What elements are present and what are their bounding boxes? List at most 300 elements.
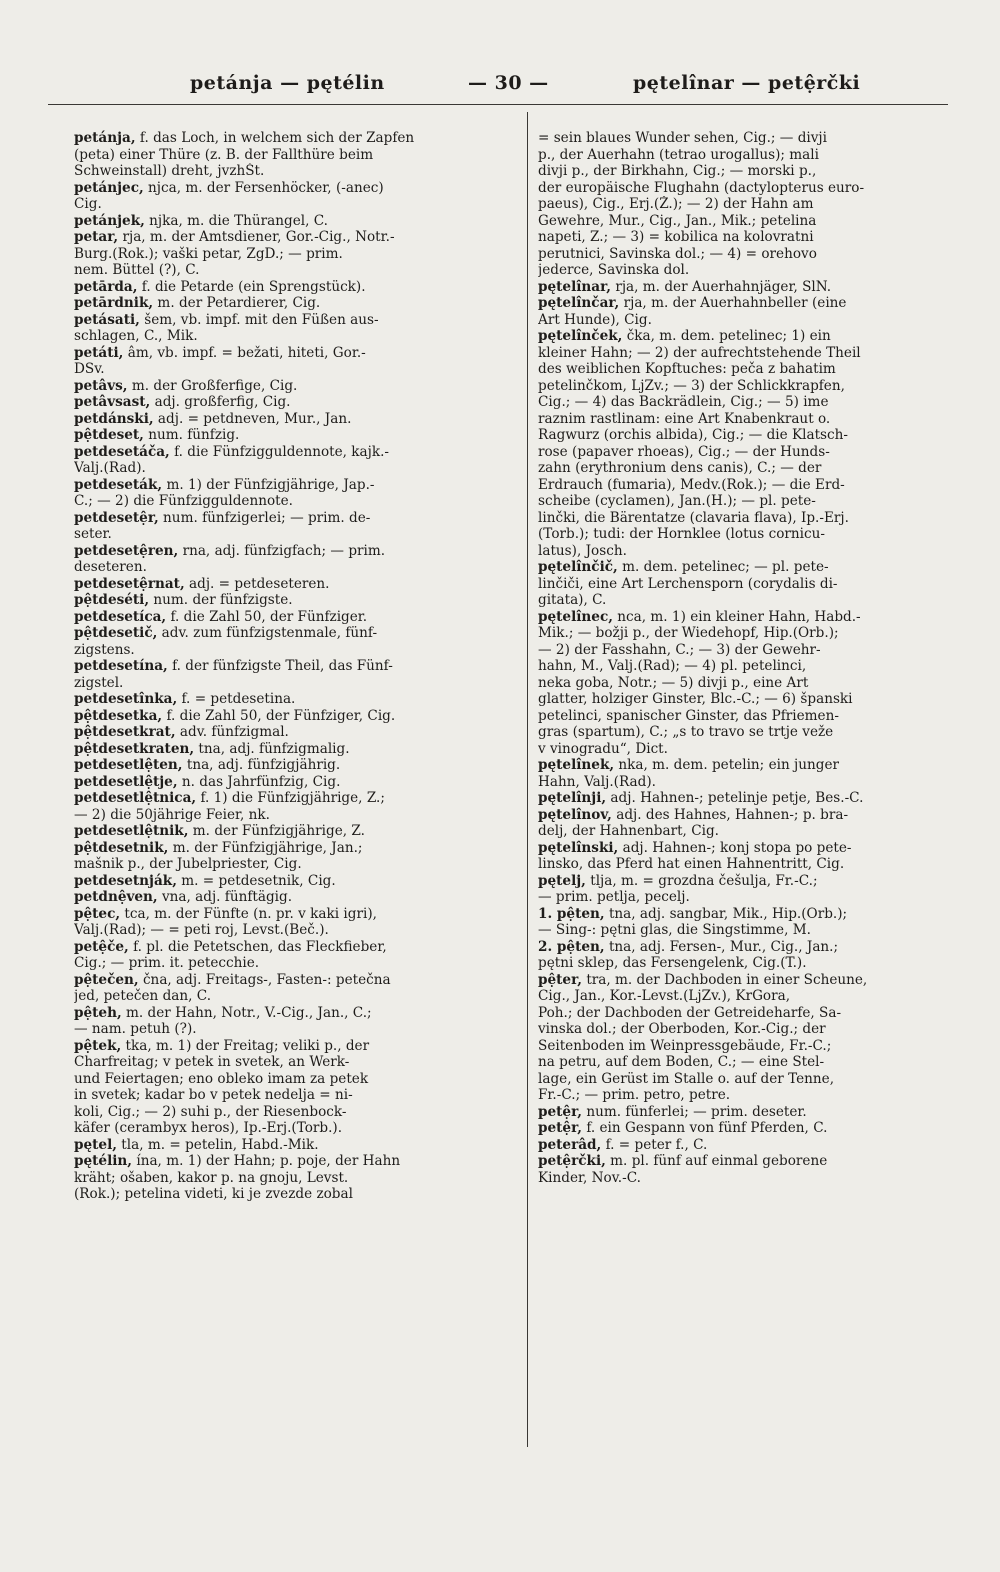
entry-line: [74, 444, 514, 461]
entry-text: nka, m. dem. petelin; ein junger: [614, 757, 840, 773]
entry-line: [538, 477, 958, 494]
entry-line: [74, 493, 514, 510]
entry-line: [74, 378, 514, 395]
entry-text: adv. fünfzigmal.: [175, 724, 289, 740]
entry-line: [538, 642, 958, 659]
entry-line: [74, 213, 514, 230]
entry-text: latus), Josch.: [538, 542, 627, 559]
entry-line: [74, 1170, 514, 1187]
entry-line: [538, 510, 958, 527]
entry-text: na petru, auf dem Boden, C.; — eine Stel-: [538, 1054, 825, 1070]
entry-line: [538, 1071, 958, 1088]
entry-text: adj. Hahnen-; petelinje petje, Bes.-C.: [606, 790, 864, 806]
entry-text: schlagen, C., Mik.: [74, 328, 198, 344]
entry-line: [74, 1021, 514, 1038]
entry-line: [538, 345, 958, 362]
entry-line: [74, 840, 514, 857]
headword: petâvsast,: [74, 394, 151, 410]
entry-line: [538, 1038, 958, 1055]
entry-text: Ragwurz (orchis albida), Cig.; — die Klatsch-: [538, 427, 848, 443]
headword: petdánski,: [74, 410, 154, 427]
entry-line: [74, 526, 514, 543]
entry-line: [74, 543, 514, 560]
entry-text: adj. Hahnen-; konj stopa po pete-: [618, 839, 852, 856]
entry-text: tlja, m. = grozdna češulja, Fr.-C.;: [585, 872, 818, 889]
entry-text: Cig.; — prim. it. petecchie.: [74, 955, 260, 971]
entry-text: gitata), C.: [538, 592, 607, 608]
entry-line: [74, 295, 514, 312]
entry-line: [538, 543, 958, 560]
entry-text: nem. Büttel (?), C.: [74, 262, 200, 278]
entry-text: napeti, Z.; — 3) = kobilica na kolovratni: [538, 229, 814, 245]
entry-text: Schweinstall) dreht, jvzhŠt.: [74, 163, 265, 179]
entry-text: rja, m. der Auerhahnbeller (eine: [619, 295, 847, 311]
entry-line: [74, 856, 514, 873]
headword: pệtdesetič,: [74, 625, 158, 641]
entry-text: čna, adj. Freitags-, Fasten-: petečna: [138, 971, 391, 988]
headword: petdesetînka,: [74, 691, 178, 707]
headword: petdesetína,: [74, 658, 168, 674]
entry-text: tca, m. der Fünfte (n. pr. v kaki igri),: [120, 905, 377, 922]
entry-text: adv. zum fünfzigstenmale, fünf-: [157, 625, 378, 641]
entry-text: f. 1) die Fünfzigjährige, Z.;: [196, 790, 385, 806]
entry-text: neka goba, Notr.; — 5) divji p., eine Art: [538, 674, 809, 691]
entry-line: [538, 955, 958, 972]
entry-line: [538, 460, 958, 477]
entry-text: jederce, Savinska dol.: [538, 262, 690, 278]
entry-text: tna, adj. sangbar, Mik., Hip.(Orb.);: [604, 905, 848, 922]
headword: pętelînčar,: [538, 295, 620, 311]
entry-line: [74, 180, 514, 197]
header-rule: [48, 104, 948, 105]
entry-line: [538, 724, 958, 741]
entry-text: adj. großferfig, Cig.: [150, 394, 291, 410]
entry-line: [538, 625, 958, 642]
entry-text: m. der Petardierer, Cig.: [153, 295, 321, 311]
entry-line: [538, 988, 958, 1005]
entry-line: [74, 394, 514, 411]
entry-line: [74, 625, 514, 642]
entry-line: [74, 196, 514, 213]
entry-line: [538, 592, 958, 609]
entry-text: kleiner Hahn; — 2) der aufrechtstehende Theil: [538, 344, 861, 361]
headword: pệtdeséti,: [74, 592, 150, 608]
entry-text: njca, m. der Fersenhöcker, (-anec): [143, 179, 384, 196]
headword: 1. pệten,: [538, 905, 605, 922]
entry-line: [74, 741, 514, 758]
headword: pệtdesetkrat,: [74, 724, 176, 740]
headword: petáti,: [74, 344, 124, 361]
entry-text: Poh.; der Dachboden der Getreideharfe, Sa-: [538, 1004, 842, 1021]
entry-line: [74, 790, 514, 807]
entry-text: petelinci, spanischer Ginster, das Pfriemen-: [538, 707, 839, 724]
entry-line: [74, 163, 514, 180]
entry-text: num. fünferlei; — prim. deseter.: [582, 1103, 807, 1120]
entry-line: [74, 460, 514, 477]
headword: pętelînov,: [538, 806, 612, 823]
entry-text: f. die Petarde (ein Sprengstück).: [137, 278, 366, 295]
entry-line: [538, 1021, 958, 1038]
entry-line: [538, 675, 958, 692]
entry-text: Valj.(Rad).: [74, 460, 146, 476]
headword: petdesetệr,: [74, 509, 159, 526]
headword: petdesetnják,: [74, 872, 177, 889]
headword: pệtečen,: [74, 971, 139, 988]
entry-text: hahn, M., Valj.(Rad); — 4) pl. petelinci,: [538, 658, 807, 674]
entry-line: [538, 493, 958, 510]
headword: pệtec,: [74, 905, 121, 922]
entry-text: tla, m. = petelin, Habd.-Mik.: [116, 1136, 319, 1153]
entry-line: [538, 708, 958, 725]
entry-text: f. die Fünfzigguldennote, kajk.-: [169, 443, 390, 460]
entry-text: m. dem. petelinec; — pl. pete-: [617, 559, 829, 575]
entry-line: [538, 559, 958, 576]
left-column: [74, 130, 514, 1203]
entry-text: Gewehre, Mur., Cig., Jan., Mik.; petelina: [538, 212, 817, 229]
entry-line: [538, 427, 958, 444]
headword: pętelj,: [538, 872, 586, 889]
entry-line: [538, 1104, 958, 1121]
headword: petdesetệren,: [74, 542, 179, 559]
headword: petdeseták,: [74, 476, 163, 493]
entry-line: [74, 988, 514, 1005]
entry-line: [74, 889, 514, 906]
entry-text: rose (papaver rhoeas), Cig.; — der Hunds-: [538, 443, 830, 460]
entry-line: [74, 1071, 514, 1088]
entry-line: [538, 1153, 958, 1170]
entry-line: [538, 856, 958, 873]
entry-text: Cig.; — 4) das Backrädlein, Cig.; — 5) ime: [538, 394, 829, 410]
entry-line: [74, 576, 514, 593]
entry-text: m. der Fünfzigjährige, Z.: [188, 823, 365, 839]
entry-line: [74, 873, 514, 890]
entry-text: m. der Fünfzigjährige, Jan.;: [168, 839, 363, 856]
headword: pętelînček,: [538, 328, 623, 344]
entry-line: [538, 1054, 958, 1071]
entry-text: scheibe (cyclamen), Jan.(H.); — pl. pete-: [538, 493, 816, 509]
entry-text: divji p., der Birkhahn, Cig.; — morski p.,: [538, 163, 817, 179]
entry-text: nca, m. 1) ein kleiner Hahn, Habd.-: [612, 608, 861, 625]
entry-line: [538, 378, 958, 395]
entry-text: glatter, holziger Ginster, Blc.-C.; — 6) španski: [538, 691, 853, 707]
entry-line: [74, 130, 514, 147]
entry-line: [538, 196, 958, 213]
entry-line: [538, 823, 958, 840]
entry-line: [74, 279, 514, 296]
headword: petệr,: [538, 1120, 582, 1136]
entry-text: lage, ein Gerüst im Stalle o. auf der Tenne,: [538, 1070, 835, 1087]
entry-text: — nam. petuh (?).: [74, 1021, 197, 1037]
entry-line: [538, 180, 958, 197]
entry-line: [538, 840, 958, 857]
entry-line: [538, 312, 958, 329]
entry-line: [538, 262, 958, 279]
entry-text: petelinčkom, LjZv.; — 3) der Schlickkrapfen,: [538, 377, 845, 394]
headword: pętelînek,: [538, 757, 615, 773]
entry-text: Erdrauch (fumaria), Medv.(Rok.); — die Erd-: [538, 476, 845, 493]
entry-line: [74, 972, 514, 989]
headword: pệteh,: [74, 1004, 122, 1021]
entry-line: [74, 312, 514, 329]
entry-text: čka, m. dem. petelinec; 1) ein: [622, 328, 831, 344]
entry-text: rna, adj. fünfzigfach; — prim.: [178, 542, 386, 559]
entry-text: des weiblichen Kopftuches: peča z bahatim: [538, 361, 836, 377]
entry-text: käfer (cerambyx heros), Ip.-Erj.(Torb.).: [74, 1120, 343, 1136]
entry-line: [538, 1120, 958, 1137]
entry-line: [538, 939, 958, 956]
headword: pętelînar,: [538, 278, 612, 295]
entry-line: [538, 609, 958, 626]
entry-line: [538, 757, 958, 774]
entry-text: num. der fünfzigste.: [149, 592, 293, 608]
headword: petar,: [74, 229, 119, 245]
entry-line: [74, 477, 514, 494]
headword: pệtdeset,: [74, 427, 144, 443]
headword: peterâd,: [538, 1136, 602, 1153]
entry-text: tna, adj. fünfzigjährig.: [182, 757, 341, 773]
entry-line: [74, 262, 514, 279]
entry-text: Hahn, Valj.(Rad).: [538, 773, 656, 790]
entry-text: pętni sklep, das Fersengelenk, Cig.(T.).: [538, 955, 807, 971]
entry-text: zigstel.: [74, 674, 124, 691]
entry-text: gras (spartum), C.; „s to travo se trtje veže: [538, 724, 834, 740]
entry-text: linsko, das Pferd hat einen Hahnentritt, Cig.: [538, 856, 845, 872]
entry-text: Seitenboden im Weinpressgebäude, Fr.-C.;: [538, 1037, 832, 1054]
entry-line: [74, 691, 514, 708]
headword: petdesetệrnat,: [74, 575, 185, 592]
entry-line: [538, 889, 958, 906]
entry-text: Cig.: [74, 196, 102, 212]
entry-text: DSv.: [74, 361, 105, 377]
entry-line: [538, 279, 958, 296]
column-divider: [527, 112, 528, 1447]
entry-line: [74, 658, 514, 675]
headword: petệče,: [74, 938, 129, 955]
headword: pệtek,: [74, 1037, 122, 1054]
entry-text: adj. des Hahnes, Hahnen-; p. bra-: [611, 806, 849, 823]
headword: petệr,: [538, 1103, 582, 1120]
entry-text: — prim. petlja, pecelj.: [538, 889, 690, 905]
entry-text: m. der Hahn, Notr., V.-Cig., Jan., C.;: [121, 1004, 372, 1021]
entry-text: (peta) einer Thüre (z. B. der Fallthüre beim: [74, 146, 374, 163]
entry-line: [74, 147, 514, 164]
entry-text: num. fünfzigerlei; — prim. de-: [158, 509, 371, 526]
entry-line: [74, 906, 514, 923]
entry-text: n. das Jahrfünfzig, Cig.: [177, 773, 341, 790]
entry-text: m. = petdesetnik, Cig.: [176, 872, 336, 889]
entry-line: [74, 675, 514, 692]
entry-line: [538, 873, 958, 890]
headword: petásati,: [74, 311, 140, 328]
headword: petệrčki,: [538, 1153, 606, 1169]
entry-line: [538, 163, 958, 180]
entry-text: njka, m. die Thürangel, C.: [144, 212, 328, 229]
entry-line: [538, 1170, 958, 1187]
entry-text: — 2) die 50jährige Feier, nk.: [74, 806, 270, 823]
entry-line: [74, 939, 514, 956]
entry-line: [74, 1087, 514, 1104]
entry-text: vinska dol.; der Oberboden, Kor.-Cig.; der: [538, 1021, 826, 1037]
headword: petdesetlệtje,: [74, 773, 178, 790]
entry-text: linčki, die Bärentatze (clavaria flava), Ip.-Erj.: [538, 509, 849, 526]
entry-line: [74, 1054, 514, 1071]
entry-line: [538, 576, 958, 593]
entry-text: Charfreitag; v petek in svetek, an Werk-: [74, 1054, 350, 1070]
entry-line: [538, 213, 958, 230]
entry-line: [538, 906, 958, 923]
entry-line: [74, 427, 514, 444]
page-number: — 30 —: [468, 72, 549, 94]
entry-text: f. der fünfzigste Theil, das Fünf-: [167, 658, 393, 674]
headword: petánja,: [74, 130, 136, 146]
entry-text: C.; — 2) die Fünfzigguldennote.: [74, 493, 293, 509]
entry-line: [538, 807, 958, 824]
entry-text: m. 1) der Fünfzigjährige, Jap.-: [162, 476, 375, 493]
entry-line: [538, 774, 958, 791]
entry-text: rja, m. der Auerhahnjäger, SlN.: [611, 278, 832, 295]
entry-text: paeus), Cig., Erj.(Ž.); — 2) der Hahn am: [538, 196, 814, 212]
entry-text: delj, der Hahnenbart, Cig.: [538, 823, 719, 839]
entry-text: ína, m. 1) der Hahn; p. poje, der Hahn: [132, 1153, 401, 1169]
headword: petâvs,: [74, 377, 128, 394]
entry-text: — Sing-: pętni glas, die Singstimme, M.: [538, 922, 811, 938]
running-head-right: pętelînar — petệrčki: [633, 72, 861, 94]
entry-line: [538, 1005, 958, 1022]
entry-text: tna, adj. Fersen-, Mur., Cig., Jan.;: [604, 938, 839, 955]
entry-text: — 2) der Fasshahn, C.; — 3) der Gewehr-: [538, 641, 821, 658]
headword: pętelînski,: [538, 839, 619, 856]
entry-text: rja, m. der Amtsdiener, Gor.-Cig., Notr.-: [118, 229, 395, 245]
headword: petdnệven,: [74, 889, 158, 905]
right-column: [538, 130, 958, 1186]
entry-line: [74, 345, 514, 362]
entry-text: Valj.(Rad); — = peti roj, Levst.(Beč.).: [74, 922, 329, 938]
entry-text: tra, m. der Dachboden in einer Scheune,: [582, 971, 868, 988]
entry-text: jed, petečen dan, C.: [74, 988, 212, 1004]
entry-line: [74, 724, 514, 741]
entry-text: vna, adj. fünftägig.: [157, 889, 293, 905]
entry-line: [74, 1186, 514, 1203]
entry-text: p., der Auerhahn (tetrao urogallus); mali: [538, 146, 819, 163]
entry-line: [538, 411, 958, 428]
entry-line: [538, 790, 958, 807]
entry-text: f. die Zahl 50, der Fünfziger, Cig.: [162, 707, 396, 724]
entry-line: [74, 955, 514, 972]
entry-line: [74, 411, 514, 428]
entry-line: [538, 147, 958, 164]
entry-text: tka, m. 1) der Freitag; veliki p., der: [121, 1037, 370, 1054]
entry-text: (Rok.); petelina videti, ki je zvezde zobal: [74, 1186, 353, 1202]
entry-text: deseteren.: [74, 559, 147, 575]
headword: pệtdesetka,: [74, 707, 163, 724]
headword: 2. pệten,: [538, 938, 605, 955]
entry-line: [74, 823, 514, 840]
entry-text: m. der Großferfige, Cig.: [127, 377, 298, 394]
entry-text: kräht; ošaben, kakor p. na gnoju, Levst.: [74, 1169, 349, 1186]
entry-line: [74, 757, 514, 774]
entry-line: [74, 592, 514, 609]
entry-line: [74, 708, 514, 725]
entry-line: [74, 642, 514, 659]
entry-text: und Feiertagen; eno obleko imam za petek: [74, 1070, 369, 1087]
entry-line: [74, 1038, 514, 1055]
headword: pętelînji,: [538, 790, 607, 806]
entry-line: [538, 691, 958, 708]
headword: petánjek,: [74, 212, 145, 229]
entry-line: [538, 922, 958, 939]
headword: petánjec,: [74, 179, 144, 196]
entry-line: [538, 394, 958, 411]
headword: petdesetlệten,: [74, 757, 183, 773]
entry-text: num. fünfzig.: [143, 427, 240, 443]
entry-line: [538, 1137, 958, 1154]
entry-line: [538, 444, 958, 461]
entry-text: âm, vb. impf. = bežati, hiteti, Gor.-: [123, 344, 366, 361]
entry-line: [538, 1087, 958, 1104]
entry-text: in svetek; kadar bo v petek nedelja = ni-: [74, 1087, 353, 1103]
entry-line: [538, 246, 958, 263]
headword: pệtdesetnik,: [74, 839, 169, 856]
entry-text: Kinder, Nov.-C.: [538, 1169, 641, 1186]
entry-text: koli, Cig.; — 2) suhi p., der Riesenbock-: [74, 1103, 347, 1120]
entry-text: f. = peter f., C.: [601, 1136, 708, 1153]
headword: pętel,: [74, 1136, 117, 1153]
entry-text: = sein blaues Wunder sehen, Cig.; — divji: [538, 130, 827, 146]
entry-text: m. pl. fünf auf einmal geborene: [605, 1153, 828, 1169]
entry-line: [538, 741, 958, 758]
entry-line: [74, 361, 514, 378]
entry-line: [74, 1005, 514, 1022]
entry-line: [74, 1120, 514, 1137]
entry-line: [74, 1137, 514, 1154]
entry-text: f. = petdesetina.: [177, 691, 296, 707]
entry-line: [74, 774, 514, 791]
entry-line: [538, 658, 958, 675]
entry-text: Fr.-C.; — prim. petro, petre.: [538, 1087, 731, 1103]
entry-line: [74, 559, 514, 576]
entry-text: Mik.; — božji p., der Wiedehopf, Hip.(Orb.);: [538, 625, 839, 641]
entry-text: Cig., Jan., Kor.-Levst.(LjZv.), KrGora,: [538, 988, 791, 1004]
headword: petārdnik,: [74, 295, 154, 311]
entry-text: šem, vb. impf. mit den Füßen aus-: [139, 311, 379, 328]
entry-line: [74, 229, 514, 246]
entry-line: [538, 130, 958, 147]
entry-line: [538, 295, 958, 312]
entry-text: f. das Loch, in welchem sich der Zapfen: [135, 130, 415, 146]
entry-line: [74, 510, 514, 527]
entry-line: [74, 1104, 514, 1121]
entry-text: adj. = petdneven, Mur., Jan.: [153, 410, 352, 427]
entry-text: tna, adj. fünfzigmalig.: [194, 740, 350, 757]
entry-text: Burg.(Rok.); vaški petar, ZgD.; — prim.: [74, 245, 343, 262]
entry-text: linčiči, eine Art Lerchensporn (corydalis di-: [538, 575, 838, 592]
entry-text: f. die Zahl 50, der Fünfziger.: [166, 608, 368, 625]
entry-text: raznim rastlinam: eine Art Knabenkraut o.: [538, 410, 831, 427]
headword: pętelînec,: [538, 608, 613, 625]
entry-text: zahn (erythronium dens canis), C.; — der: [538, 460, 822, 476]
entry-line: [74, 807, 514, 824]
entry-text: f. pl. die Petetschen, das Fleckfieber,: [128, 938, 387, 955]
entry-text: mašnik p., der Jubelpriester, Cig.: [74, 856, 302, 872]
entry-text: der europäische Flughahn (dactylopterus euro-: [538, 179, 865, 196]
headword: pệter,: [538, 971, 582, 988]
entry-text: seter.: [74, 526, 112, 542]
entry-line: [74, 328, 514, 345]
headword: pệtdesetkraten,: [74, 740, 195, 757]
headword: petdesetáča,: [74, 443, 170, 460]
entry-text: Art Hunde), Cig.: [538, 311, 652, 328]
entry-line: [538, 972, 958, 989]
